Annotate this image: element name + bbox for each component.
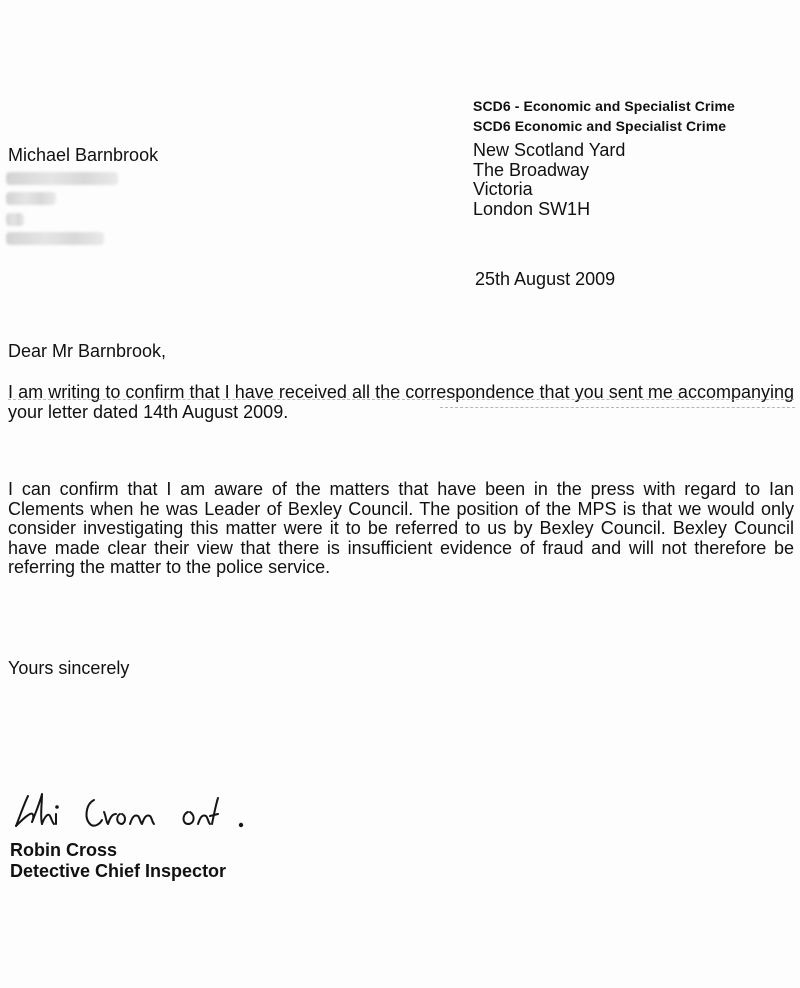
scan-artifact-line — [440, 407, 795, 408]
scan-artifact-line — [8, 399, 794, 400]
recipient-name: Michael Barnbrook — [8, 145, 159, 165]
body-paragraph-1: I am writing to confirm that I have received all the correspondence that you sent me accompanying your letter dated 14th August 2009. — [8, 382, 794, 422]
redacted-address-line — [6, 213, 24, 226]
signatory-name: Robin Cross — [10, 840, 118, 860]
salutation: Dear Mr Barnbrook, — [8, 341, 167, 361]
handwritten-signature — [12, 786, 247, 836]
sender-department-line-1: SCD6 - Economic and Specialist Crime — [473, 98, 735, 114]
redacted-address-line — [6, 192, 56, 205]
closing: Yours sincerely — [8, 658, 130, 678]
sender-address-line-4: London SW1H — [473, 199, 591, 219]
signatory-title: Detective Chief Inspector — [10, 861, 227, 881]
sender-address-line-1: New Scotland Yard — [473, 140, 626, 160]
sender-department-line-2: SCD6 Economic and Specialist Crime — [473, 118, 727, 134]
redacted-address-line — [6, 172, 118, 185]
sender-address-line-3: Victoria — [473, 179, 533, 199]
letter-date: 25th August 2009 — [475, 269, 616, 289]
body-paragraph-2: I can confirm that I am aware of the matters that have been in the press with regard to Ian Clements when he was Leader of Bexley Council. The position of the MPS is that we would only consider investigating this matter were it to be referred to us by Bexley Council. Bexley Council have made clear their view that there is insufficient evidence of fraud and will not therefore be referring the matter to the police service. — [8, 479, 794, 577]
redacted-address-line — [6, 232, 104, 245]
sender-address-line-2: The Broadway — [473, 160, 590, 180]
